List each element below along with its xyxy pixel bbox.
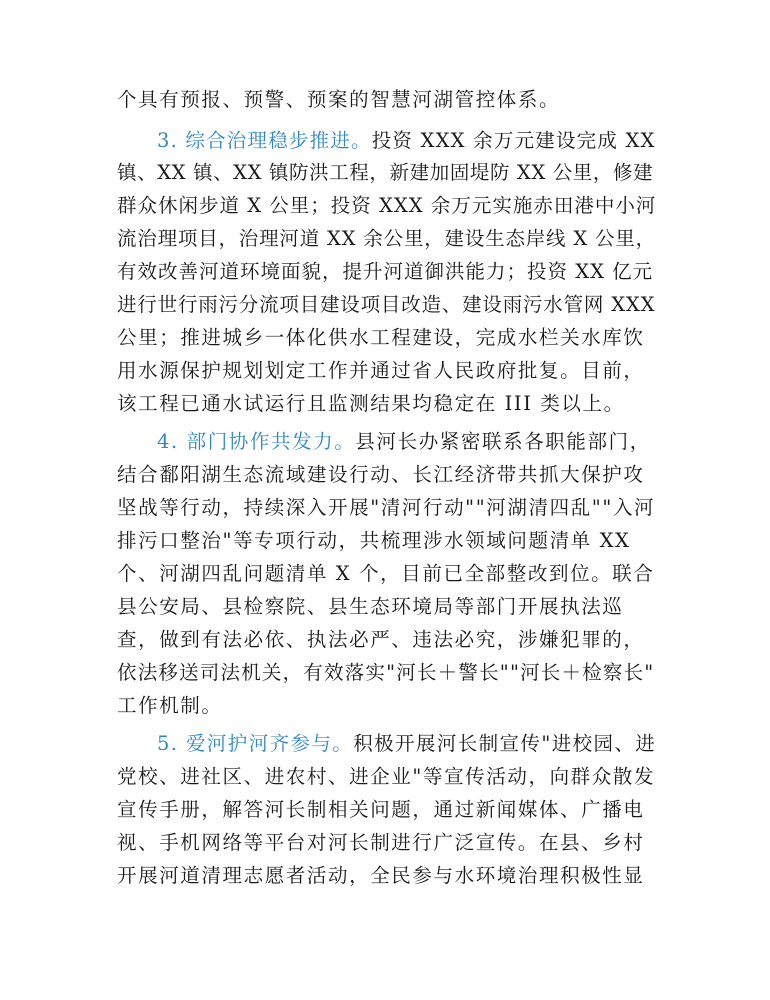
- text-line: 排污口整治"等专项行动，共梳理涉水领域问题清单 XX: [117, 529, 631, 552]
- text-line: 依法移送司法机关，有效落实"河长＋警长""河长＋检察长": [117, 661, 655, 684]
- text-line: 进行世行雨污分流项目建设项目改造、建设雨污水管网 XXX: [117, 293, 656, 316]
- text-line: 该工程已通水试运行且监测结果均稳定在 III 类以上。: [117, 392, 625, 415]
- text-line: 用水源保护规划划定工作并通过省人民政府批复。目前，: [117, 359, 645, 382]
- text-line: 宣传手册，解答河长制相关问题，通过新闻媒体、广播电: [117, 798, 645, 821]
- text-segment: 投资 XXX 余万元建设完成 XX: [371, 129, 656, 152]
- text-line: 个、河湖四乱问题清单 X 个，目前已全部整改到位。联合: [117, 562, 655, 585]
- text-line: 县公安局、县检察院、县生态环境局等部门开展执法巡: [117, 595, 624, 618]
- text-line: 查，做到有法必依、执法必严、违法必究，涉嫌犯罪的，: [117, 628, 645, 651]
- text-line: 有效改善河道环境面貌，提升河道御洪能力；投资 XX 亿元: [117, 260, 654, 283]
- section-heading-5: 5. 爱河护河齐参与。: [157, 732, 354, 755]
- text-segment: 积极开展河长制宣传"进校园、进: [353, 732, 657, 755]
- text-line: 公里；推进城乡一体化供水工程建设，完成水栏关水库饮: [117, 326, 645, 349]
- text-line: 开展河道清理志愿者活动，全民参与水环境治理积极性显: [117, 864, 645, 887]
- text-line: 个具有预报、预警、预案的智慧河湖管控体系。: [117, 88, 561, 111]
- paragraph-4-first-line: [157, 429, 657, 455]
- text-line: 流治理项目，治理河道 XX 余公里，建设生态岸线 X 公里，: [117, 227, 656, 250]
- paragraph-3-first-line: [157, 128, 657, 154]
- text-line: 党校、进社区、进农村、进企业"等宣传活动，向群众散发: [117, 765, 656, 788]
- text-line: 群众休闲步道 X 公里；投资 XXX 余万元实施赤田港中小河: [117, 194, 657, 217]
- section-heading-4: 4. 部门协作共发力。: [157, 430, 356, 453]
- text-line: 工作机制。: [117, 694, 223, 717]
- text-line: 视、手机网络等平台对河长制进行广泛宣传。在县、乡村: [117, 831, 645, 854]
- text-line: 镇、XX 镇、XX 镇防洪工程，新建加固堤防 XX 公里，修建: [117, 161, 654, 184]
- paragraph-5-first-line: [157, 731, 657, 757]
- text-segment: 县河长办紧密联系各职能部门，: [355, 430, 651, 453]
- text-line: 坚战等行动，持续深入开展"清河行动""河湖清四乱""入河: [117, 496, 656, 519]
- text-line: 结合鄱阳湖生态流域建设行动、长江经济带共抓大保护攻: [117, 463, 645, 486]
- section-heading-3: 3. 综合治理稳步推进。: [157, 129, 372, 152]
